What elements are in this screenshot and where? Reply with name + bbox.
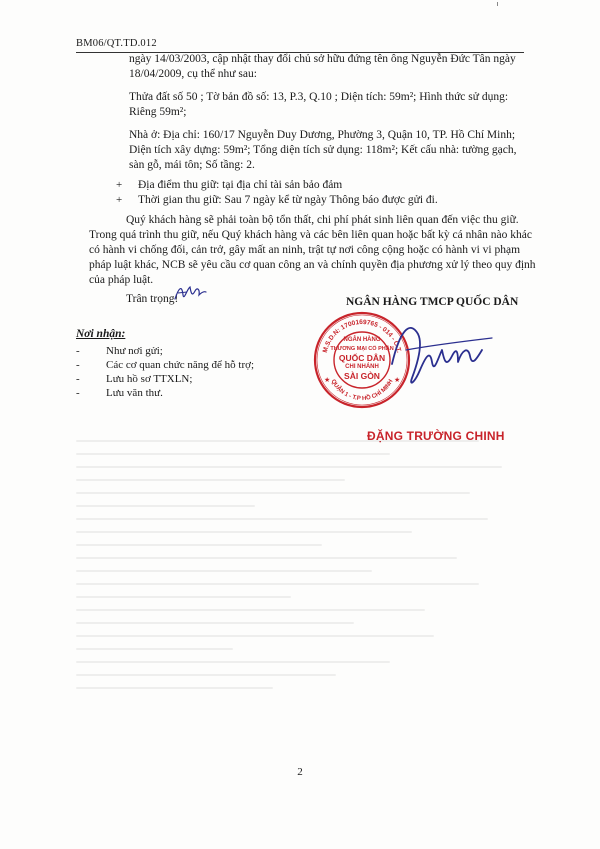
seal-bottom-text: QUẬN 1 - T.P HỒ CHÍ MINH <box>329 378 395 403</box>
recipient-text: Như nơi gửi; <box>106 345 163 357</box>
seal-line: QUỐC DÂN <box>338 353 386 363</box>
bullet-mark: + <box>116 194 123 206</box>
scan-mark <box>497 2 498 6</box>
recipient-item <box>76 386 163 400</box>
recipient-item <box>76 358 254 372</box>
paragraph-line: của pháp luật. <box>89 274 154 286</box>
director-signature <box>388 320 498 392</box>
recipient-dash: - <box>76 359 80 371</box>
paragraph-line: pháp luật khác, NCB sẽ yêu cầu cơ quan công an và chính quyền địa phương xử lý theo quy định <box>89 259 536 271</box>
recipient-dash: - <box>76 345 80 357</box>
bullet-text: Địa điểm thu giữ: tại địa chỉ tài sản bảo đảm <box>138 179 343 191</box>
star-icon: ★ <box>394 376 401 384</box>
initial-signature-icon <box>173 283 207 305</box>
paragraph-line: có hành vi chống đối, cản trở, gây mất an ninh, trật tự nơi công cộng hoặc có hành vi vi phạm <box>89 244 521 256</box>
seal-ring-text: M.S.D.N: 1700169765 - 014 - C.T. <box>321 318 403 354</box>
bullet-mark: + <box>116 179 123 191</box>
paragraph-line: Trong quá trình thu giữ, nếu Quý khách hàng và các bên liên quan hoặc bất kỳ cá nhân nào khác <box>89 229 532 241</box>
recipient-dash: - <box>76 387 80 399</box>
seal-line: NGÂN HÀNG <box>343 337 381 343</box>
recipient-text: Lưu văn thư. <box>106 387 163 399</box>
recipient-text: Các cơ quan chức năng để hỗ trợ; <box>106 359 255 371</box>
star-icon: ★ <box>324 376 331 384</box>
body-line: ngày 14/03/2003, cập nhật thay đổi chủ sở hữu đứng tên ông Nguyễn Đức Tân ngày <box>129 53 516 65</box>
bleed-through-texture <box>76 440 524 770</box>
house-info-line: sàn gỗ, mái tôn; Số tầng: 2. <box>129 159 255 171</box>
recipient-item <box>76 372 192 386</box>
house-info-line: Nhà ở: Địa chỉ: 160/17 Nguyễn Duy Dương, Phường 3, Quận 10, TP. Hồ Chí Minh; <box>129 129 516 141</box>
body-line: 18/04/2009, cụ thể như sau: <box>129 68 257 80</box>
greeting: Trân trọng! <box>126 293 179 305</box>
bullet-text: Thời gian thu giữ: Sau 7 ngày kể từ ngày Thông báo được gửi đi. <box>138 194 438 206</box>
recipient-text: Lưu hồ sơ TTXLN; <box>106 373 193 385</box>
recipient-dash: - <box>76 373 80 385</box>
form-code: BM06/QT.TD.012 <box>76 38 157 49</box>
house-info-line: Diện tích xây dựng: 59m²; Tổng diện tích sử dụng: 118m²; Kết cấu nhà: tường gạch, <box>129 144 517 156</box>
seal-line: SÀI GÒN <box>344 371 380 381</box>
recipient-item <box>76 344 163 358</box>
signer-name: ĐẶNG TRƯỜNG CHINH <box>367 429 505 443</box>
page-number: 2 <box>297 766 303 778</box>
seal-line: CHI NHÁNH <box>345 364 379 370</box>
land-info-line: Riêng 59m²; <box>129 106 187 118</box>
seal-line: THƯƠNG MẠI CỔ PHẦN <box>330 346 394 352</box>
land-info-line: Thửa đất số 50 ; Tờ bản đồ số: 13, P.3, Q.10 ; Diện tích: 59m²; Hình thức sử dụng: <box>129 91 509 103</box>
recipients-title: Nơi nhận: <box>76 328 126 340</box>
bank-name: NGÂN HÀNG TMCP QUỐC DÂN <box>346 296 519 308</box>
paragraph-line: Quý khách hàng sẽ phải toàn bộ tổn thất, chi phí phát sinh liên quan đến việc thu giữ. <box>126 214 519 226</box>
